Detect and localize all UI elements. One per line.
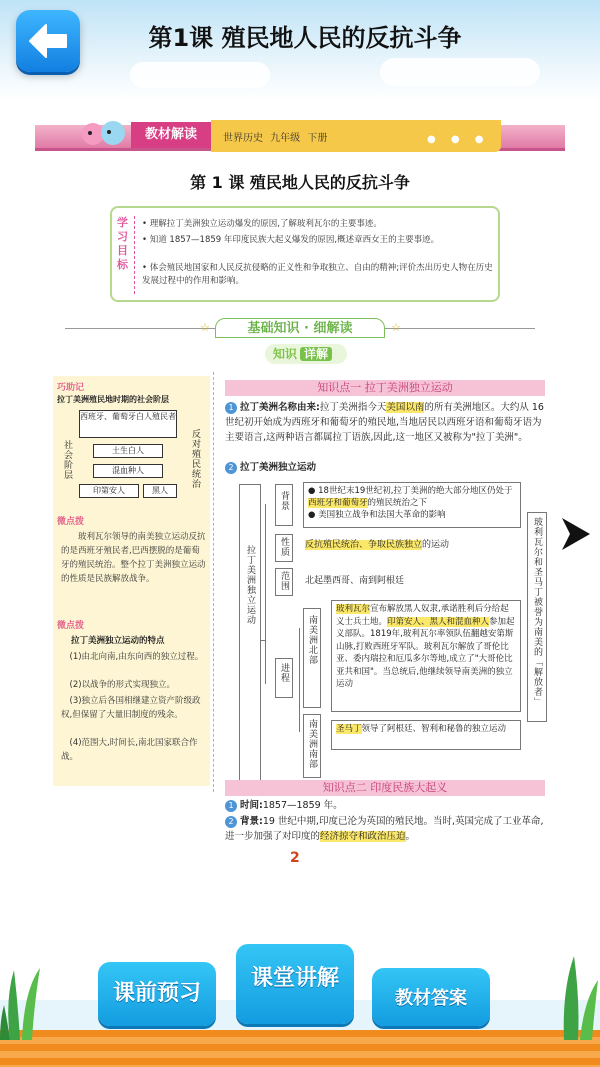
section-tab: 基础知识 · 细解读 bbox=[215, 318, 385, 338]
feature-item: (3)独立后各国相继建立资产阶级政权,但保留了大量旧制度的残余。 bbox=[61, 696, 201, 720]
kp1-paragraph-2: 2 拉丁美洲独立运动 bbox=[225, 460, 545, 475]
page-number: 2 bbox=[290, 850, 300, 866]
kp2-title-bar: 知识点二 印度民族大起义 bbox=[225, 780, 545, 796]
number-badge: 2 bbox=[225, 816, 237, 828]
diagram-connector bbox=[261, 640, 265, 641]
bg-box: ● 18世纪末19世纪初,拉丁美洲的绝大部分地区仍处于西班牙和葡萄牙的殖民统治之下 ● 美国独立战争和法国大革命的影响 bbox=[303, 482, 521, 528]
feature-item: (4)范围大,时间长,南北国家联合作战。 bbox=[61, 738, 198, 762]
mascot-icon bbox=[75, 118, 131, 148]
lesson-title: 第 1 课 殖民地人民的反抗斗争 bbox=[190, 173, 410, 192]
knowledge-badge: 知识 详解 bbox=[265, 344, 347, 364]
process-label: 进程 bbox=[275, 658, 293, 698]
kp1-paragraph-1: 1 拉丁美洲名称由来:拉丁美洲指今天美国以南的所有美洲地区。大约从 16 世纪初开始成为西班牙和葡萄牙的殖民地,当地居民以西班牙语和葡萄牙语为主要语言,这两种语言都属拉丁语族,因此,这一地区又被称为"拉丁美洲"。 bbox=[225, 402, 544, 443]
classes-label: 社会阶层 bbox=[62, 440, 72, 480]
section-heading bbox=[65, 318, 535, 338]
learning-goals-box bbox=[110, 206, 500, 302]
goals-label: 学习目标 bbox=[117, 216, 128, 271]
answers-button[interactable]: 教材答案 bbox=[372, 968, 490, 1026]
bg-label: 背景 bbox=[275, 484, 293, 526]
goals-divider bbox=[134, 216, 135, 294]
footer-stripes bbox=[0, 1030, 600, 1067]
tip-label: 微点拨 bbox=[57, 517, 85, 527]
kp2-paragraph-2: 2 背景:19 世纪中期,印度已沦为英国的殖民地。当时,英国完成了工业革命,进一步加强了对印度的经济掠夺和政治压迫。 bbox=[225, 816, 544, 842]
tip-text: 玻利瓦尔领导的南美独立运动反抗的是西班牙殖民者,巴西摆脱的是葡萄牙的殖民统治。整个拉丁美洲独立运动的性质是民族解放战争。 bbox=[61, 532, 206, 584]
liberators-note: 玻利瓦尔和圣马丁被誉为南美的「解放者」 bbox=[527, 512, 547, 722]
goal-item: • 知道 1857—1859 年印度民族大起义爆发的原因,概述章西女王的主要事迹。 bbox=[142, 235, 440, 245]
preview-button[interactable]: 课前预习 bbox=[98, 962, 216, 1026]
lecture-button[interactable]: 课堂讲解 bbox=[236, 944, 354, 1024]
number-badge: 1 bbox=[225, 800, 237, 812]
nature-text: 反抗殖民统治、争取民族独立的运动 bbox=[305, 540, 450, 550]
tip-label: 微点拨 bbox=[57, 621, 85, 631]
back-button[interactable] bbox=[16, 10, 80, 72]
north-label: 南美洲北部 bbox=[303, 608, 321, 708]
cloud-decoration bbox=[130, 62, 270, 88]
sidebar-notes bbox=[53, 376, 210, 786]
cloud-decoration bbox=[380, 58, 540, 86]
class-box: 黑人 bbox=[143, 484, 177, 498]
class-box: 印第安人 bbox=[79, 484, 139, 498]
north-box: 玻利瓦尔宣布解放黑人奴隶,承诺胜利后分给起义士兵土地。印第安人、黑人和混血种人参加起义部队。1819年,玻利瓦尔率领队伍翻越安第斯山脉,打败西班牙军队。玻利瓦尔解放了哥伦比亚、委内瑞拉和厄瓜多尔等地,成立了"大哥伦比亚共和国"。当总统后,他继续领导南美洲的独立运动 bbox=[331, 600, 521, 712]
tip-label: 巧助记 bbox=[57, 383, 85, 393]
section-label: 教材解读 bbox=[131, 122, 211, 148]
goal-item: • 体会殖民地国家和人民反抗侵略的正义性和争取独立、自由的精神;评价杰出历史人物在历史发展过程中的作用和影响。 bbox=[142, 263, 493, 286]
band-dots: ● ● ● bbox=[427, 134, 490, 145]
number-badge: 2 bbox=[225, 462, 237, 474]
back-arrow-icon bbox=[26, 21, 70, 61]
diagram-connector bbox=[299, 628, 300, 732]
grass-left-icon bbox=[0, 950, 50, 1040]
kp2-paragraph-1: 1 时间:1857—1859 年。 bbox=[225, 798, 545, 813]
diagram-root: 拉丁美洲独立运动 bbox=[239, 484, 261, 784]
knowledge-tag: 详解 bbox=[300, 347, 332, 361]
column-divider bbox=[213, 372, 214, 792]
star-icon: ☆ bbox=[391, 321, 401, 334]
diagram-connector bbox=[265, 504, 266, 684]
tip-title: 拉丁美洲独立运动的特点 bbox=[71, 636, 165, 646]
class-box: 混血种人 bbox=[93, 464, 163, 478]
south-label: 南美洲南部 bbox=[303, 714, 321, 778]
star-icon: ☆ bbox=[200, 321, 210, 334]
class-box: 西班牙、葡萄牙白人殖民者 bbox=[79, 410, 177, 438]
scope-label: 范围 bbox=[275, 568, 293, 596]
feature-item: (1)由北向南,由东向西的独立过程。 bbox=[69, 652, 204, 662]
subject-info: 世界历史 九年级 下册 bbox=[223, 133, 328, 144]
textbook-page bbox=[35, 120, 565, 900]
class-box: 土生白人 bbox=[93, 444, 163, 458]
tip-title: 拉丁美洲殖民地时期的社会阶层 bbox=[57, 395, 169, 404]
kp1-title-bar: 知识点一 拉丁美洲独立运动 bbox=[225, 380, 545, 396]
nature-label: 性质 bbox=[275, 534, 293, 562]
number-badge: 1 bbox=[225, 402, 237, 414]
goal-item: • 理解拉丁美洲独立运动爆发的原因,了解玻利瓦尔的主要事迹。 bbox=[142, 219, 382, 229]
grass-right-icon bbox=[556, 950, 600, 1040]
next-page-arrow-icon[interactable] bbox=[558, 516, 592, 552]
page-title: 第1课 殖民地人民的反抗斗争 bbox=[148, 24, 462, 52]
south-box: 圣马丁领导了阿根廷、智利和秘鲁的独立运动 bbox=[331, 720, 521, 750]
oppose-label: 反对殖民统治 bbox=[190, 429, 200, 489]
feature-item: (2)以战争的形式实现独立。 bbox=[69, 680, 176, 690]
scope-text: 北起墨西哥、南到阿根廷 bbox=[305, 576, 405, 586]
